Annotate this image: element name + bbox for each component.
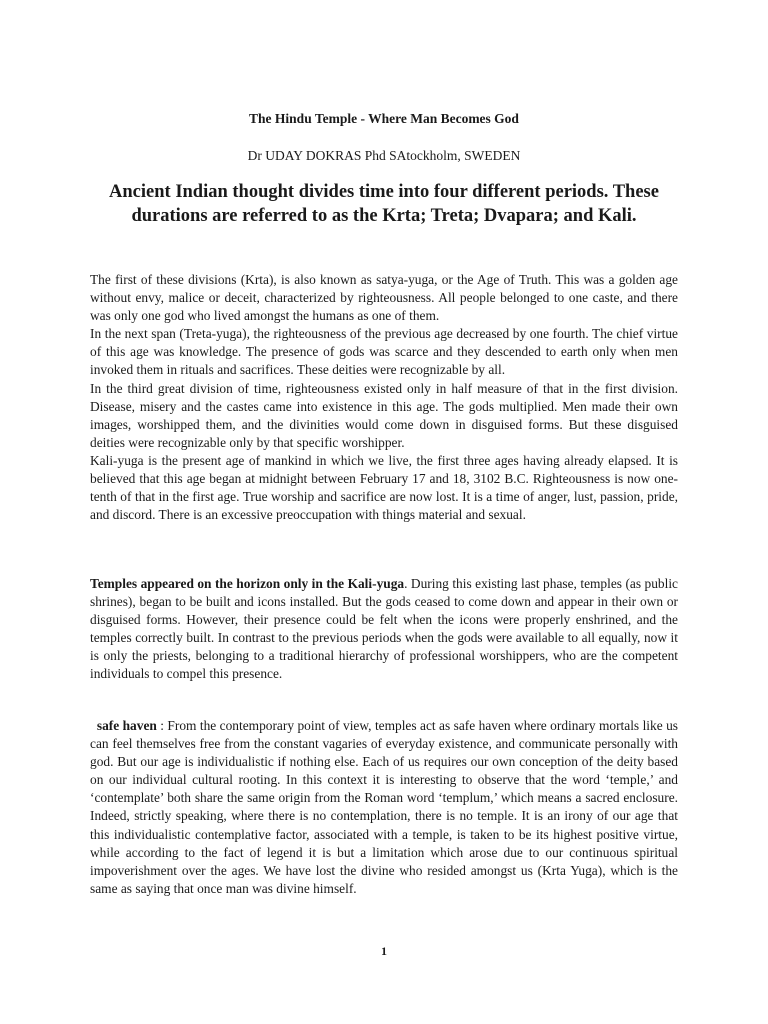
paragraph-safe-haven [90, 717, 678, 898]
section-heading: Ancient Indian thought divides time into four different periods. These durations are referred to as the Krta; Treta; Dvapara; and Kali. [109, 182, 659, 226]
safe-haven-body-text: : From the contemporary point of view, temples act as safe haven where ordinary mortals like us can feel themselves free from the constant vagaries of everyday existence, and communicate personally with god. But our age is individualistic if nothing else. Each of us requires our own conception of the deity based on our individual cultural rooting. In this context it is interesting to observe that the word ‘temple,’ and ‘contemplate’ both share the same origin from the Roman word ‘templum,’ which means a sacred enclosure. Indeed, strictly speaking, where there is no contemplation, there is no temple. It is an irony of our age that this individualistic contemplative factor, associated with a temple, is taken to be its highest positive virtue, while according to the fact of legend it is but a limitation which arose due to our continuous spiritual impoverishment over the ages. We have lost the divine who resided amongst us (Krta Yuga), which is the same as saying that once man was divine himself. [90, 718, 678, 896]
document-author: Dr UDAY DOKRAS Phd SAtockholm, SWEDEN [247, 148, 521, 163]
safe-haven-section [90, 717, 678, 898]
paragraph-dvapara-yuga: In the third great division of time, righteousness existed only in half measure of that in the first division. Disease, misery and the castes came into existence in this age. The gods multiplied. Men made their own images, worshipped them, and the divinities would come down in disguised forms. But these disguised deities were recognizable only by that specific worshipper. [90, 380, 678, 450]
paragraph-kali-yuga: Kali-yuga is the present age of mankind in which we live, the first three ages having already elapsed. It is believed that this age began at midnight between February 17 and 18, 3102 B.C. Righteousness is now one-tenth of that in the first age. True worship and sacrifice are now lost. It is a time of anger, lust, passion, pride, and discord. There is an excessive preoccupation with things material and sexual. [90, 452, 678, 523]
temples-body-text: . During this existing last phase, temples (as public shrines), began to be built and icons installed. But the gods ceased to come down and appear in their own or disguised forms. However, their presence could be felt when the icons were properly enshrined, and the temples correctly built. In contrast to the previous periods when the gods were available to all equally, now it is only the priests, belonging to a traditional hierarchy of professional worshippers, who are the competent individuals to compel this presence. [90, 576, 678, 682]
temples-section [90, 575, 678, 684]
document-title: The Hindu Temple - Where Man Becomes God [249, 111, 519, 126]
ages-section [90, 271, 678, 524]
paragraph-krta-yuga: The first of these divisions (Krta), is also known as satya-yuga, or the Age of Truth. This was a golden age without envy, malice or deceit, characterized by righteousness. All people belonged to one caste, and there was only one god who lived amongst the humans as one of them. [90, 272, 678, 324]
page-number: 1 [381, 944, 387, 958]
safe-haven-lead-text: safe haven [96, 718, 157, 733]
paragraph-treta-yuga: In the next span (Treta-yuga), the righteousness of the previous age decreased by one fourth. The chief virtue of this age was knowledge. The presence of gods was scarce and they descended to earth only when men invoked them in rituals and sacrifices. These deities were recognizable by all. [90, 326, 678, 378]
paragraph-temples [90, 575, 678, 684]
temples-lead-text: Temples appeared on the horizon only in the Kali-yuga [90, 576, 405, 591]
